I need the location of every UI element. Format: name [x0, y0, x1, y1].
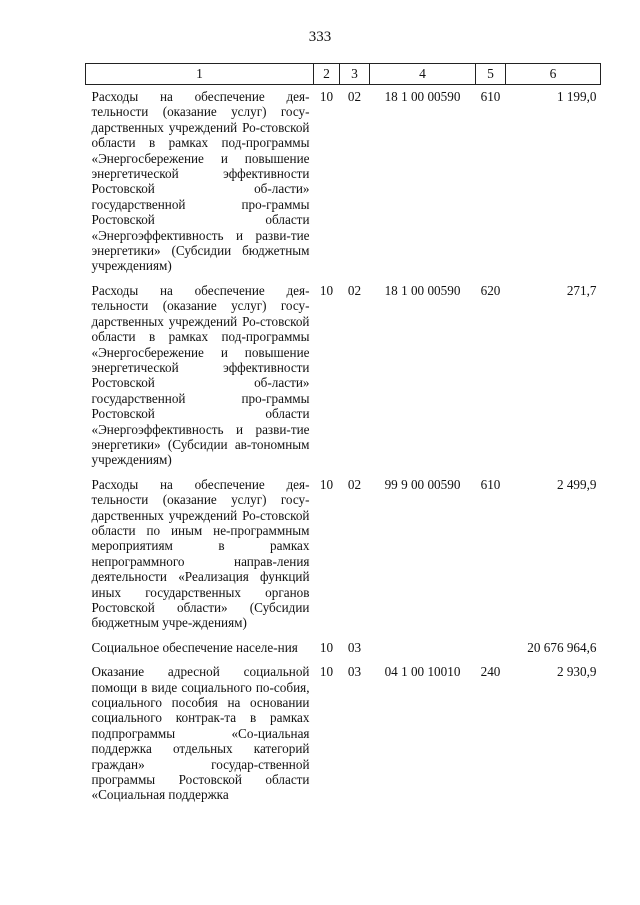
row-target-article: [370, 636, 476, 660]
row-subsection-code: 02: [347, 282, 362, 298]
row-section-code: 10: [319, 282, 334, 298]
header-col-6: 6: [506, 64, 601, 85]
row-subsection-code: 03: [347, 639, 362, 655]
header-col-5: 5: [476, 64, 506, 85]
row-section-code: 10: [319, 639, 334, 655]
table-row: [86, 473, 601, 636]
row-amount: 2 499,9: [556, 476, 597, 492]
header-col-3: 3: [340, 64, 370, 85]
row-amount: 271,7: [566, 282, 597, 298]
table-row: [86, 279, 601, 473]
row-target-article: 18 1 00 00590: [384, 282, 461, 298]
row-section-code: 10: [319, 664, 334, 680]
row-subsection-code: 03: [347, 664, 362, 680]
row-description: Расходы на обеспечение дея-тельности (оказание услуг) госу-дарственных учреждений Ро-стовской области в рамках под-программы «Энергосбережение и повышение энергетической эффективности Ростовской об-ласти» государственной про-граммы Ростовской области «Энергоэффективность и разви-тие энергетики» (Субсидии ав-тономным учреждениям): [91, 282, 310, 468]
row-description: Расходы на обеспечение дея-тельности (оказание услуг) госу-дарственных учреждений Ро-стовской области по иным не-программным мероприятиям в рамках непрограммного направ-ления деятельности «Реализация функций иных государственных органов Ростовской области» (Субсидии бюджетным учре-ждениям): [91, 476, 310, 631]
row-expense-type: 610: [480, 476, 501, 492]
header-row: [86, 64, 601, 85]
row-section-code: 10: [319, 89, 334, 104]
header-col-2: 2: [314, 64, 340, 85]
row-amount: 1 199,0: [556, 89, 597, 104]
row-amount: 20 676 964,6: [527, 639, 597, 655]
row-target-article: 99 9 00 00590: [384, 476, 461, 492]
row-target-article: 04 1 00 10010: [384, 664, 461, 680]
row-subsection-code: 02: [347, 476, 362, 492]
header-col-4: 4: [370, 64, 476, 85]
row-description: Оказание адресной социальной помощи в виде социального по-собия, социального пособия на основании социального контрак-та в рамках подпрограммы «Со-циальная поддержка отдельных категорий граждан» государ-ственной программы Ростовской области «Социальная поддержка: [91, 664, 310, 803]
row-expense-type: 240: [480, 664, 501, 680]
row-subsection-code: 02: [347, 89, 362, 104]
row-target-article: 18 1 00 00590: [384, 89, 461, 104]
budget-table: [85, 63, 601, 808]
row-expense-type: [476, 636, 506, 660]
table-row: [86, 660, 601, 808]
row-expense-type: 610: [480, 89, 501, 104]
row-expense-type: 620: [480, 282, 501, 298]
row-amount: 2 930,9: [556, 664, 597, 680]
table-header: [86, 64, 601, 85]
header-col-1: 1: [86, 64, 314, 85]
table-row: [86, 85, 601, 279]
row-description: Социальное обеспечение населе-ния: [91, 639, 298, 655]
row-description: Расходы на обеспечение дея-тельности (оказание услуг) госу-дарственных учреждений Ро-стовской области в рамках под-программы «Энергосбережение и повышение энергетической эффективности Ростовской об-ласти» государственной про-граммы Ростовской области «Энергоэффективность и разви-тие энергетики» (Субсидии бюджетным учреждениям): [91, 89, 310, 274]
page-number: 333: [308, 29, 332, 45]
table-row: [86, 636, 601, 660]
row-section-code: 10: [319, 476, 334, 492]
